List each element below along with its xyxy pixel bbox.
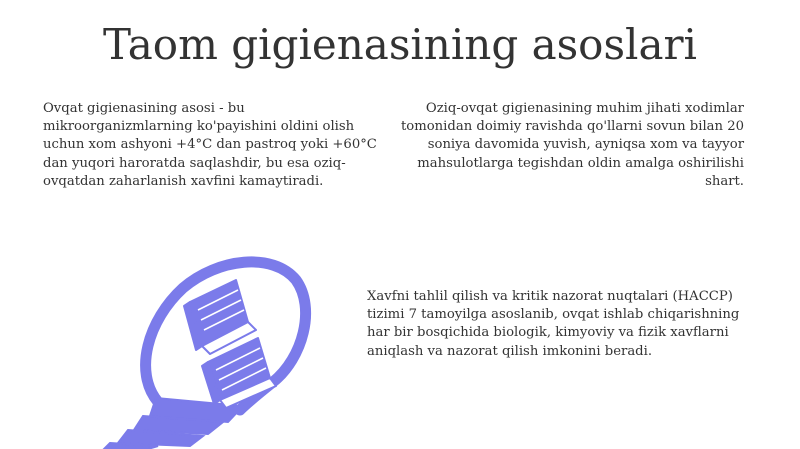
page-title: Taom gigienasining asoslari (102, 20, 697, 69)
paragraph-temperature: Ovqat gigienasining asosi - bu mikroorganizmlarning ko'payishini oldini olish uchun xom ashyoni +4°C dan pastroq yoki +60°C dan yuqori haroratda saqlashdir, bu esa oziq-ovqatdan zaharlanish xavfini kamaytiradi. (43, 101, 377, 189)
lightbulb-book-icon (98, 250, 313, 449)
paragraph-handwashing: Oziq-ovqat gigienasining muhim jihati xodimlar tomonidan doimiy ravishda qo'llarni sovun bilan 20 soniya davomida yuvish, ayniqsa xom va tayyor mahsulotlarga tegishdan oldin amalga oshirilishi shart. (401, 101, 744, 189)
paragraph-haccp: Xavfni tahlil qilish va kritik nazorat nuqtalari (HACCP) tizimi 7 tamoyilga asoslanib, ovqat ishlab chiqarishning har bir bosqichida biologik, kimyoviy va fizik xavflarni aniqlash va nazorat qilish imkonini beradi. (367, 289, 740, 359)
